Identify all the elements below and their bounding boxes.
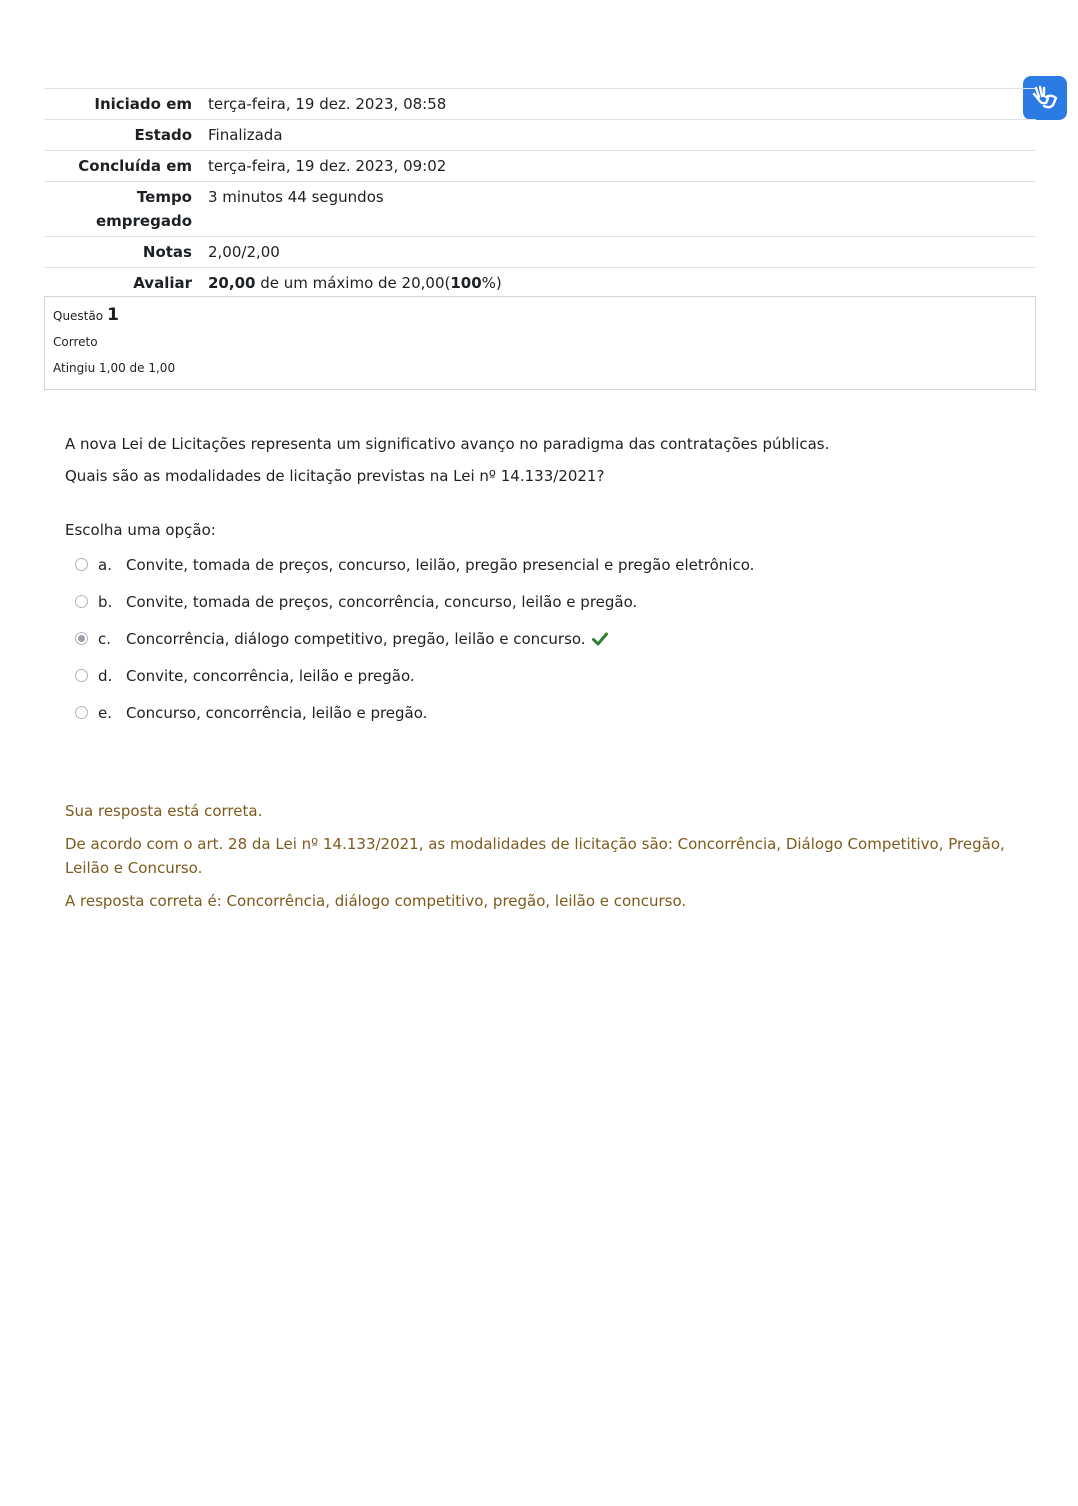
attempt-summary-table: [44, 88, 1036, 298]
feedback-section: [65, 799, 1015, 913]
option-b-radio[interactable]: [75, 595, 88, 608]
question-text: [65, 432, 1015, 488]
correct-check-icon: [592, 632, 608, 646]
completed-label: Concluída em: [78, 157, 192, 175]
option-d[interactable]: [65, 657, 1015, 694]
feedback-correct-message: Sua resposta está correta.: [65, 802, 263, 820]
option-b-letter: b.: [98, 592, 113, 611]
question-content: [65, 432, 1015, 922]
question-number-value: 1: [107, 305, 119, 325]
grade-label: Avaliar: [133, 274, 192, 292]
summary-row-completed: [44, 151, 1036, 182]
option-d-text: Convite, concorrência, leilão e pregão.: [126, 666, 415, 685]
question-text-line-2: Quais são as modalidades de licitação previstas na Lei nº 14.133/2021?: [65, 467, 605, 485]
started-label: Iniciado em: [94, 95, 192, 113]
completed-value: terça-feira, 19 dez. 2023, 09:02: [208, 157, 447, 175]
option-d-radio[interactable]: [75, 669, 88, 682]
question-label: Questão: [53, 309, 104, 323]
feedback-general: De acordo com o art. 28 da Lei nº 14.133/2021, as modalidades de licitação são: Concorrência, Diálogo Competitivo, Pregão, Leilão e Concurso.: [65, 835, 1005, 877]
choose-option-prompt: Escolha uma opção:: [65, 521, 216, 539]
option-a-radio[interactable]: [75, 558, 88, 571]
option-d-letter: d.: [98, 666, 113, 685]
state-value: Finalizada: [208, 126, 283, 144]
summary-row-marks: [44, 237, 1036, 268]
grade-score: 20,00: [208, 274, 256, 292]
marks-label: Notas: [142, 243, 192, 261]
question-info-box: [44, 296, 1036, 390]
marks-value: 2,00/2,00: [208, 243, 280, 261]
grade-value: [204, 268, 1036, 299]
summary-row-started: [44, 89, 1036, 120]
option-c[interactable]: [65, 620, 1015, 657]
question-status: Correto: [53, 335, 98, 349]
answer-options: [65, 546, 1015, 731]
question-mark: Atingiu 1,00 de 1,00: [53, 361, 176, 375]
option-c-letter: c.: [98, 629, 112, 648]
time-label: Tempo empregado: [95, 188, 192, 230]
option-e-text: Concurso, concorrência, leilão e pregão.: [126, 703, 428, 722]
option-a[interactable]: [65, 546, 1015, 583]
option-e-radio[interactable]: [75, 706, 88, 719]
option-e[interactable]: [65, 694, 1015, 731]
started-value: terça-feira, 19 dez. 2023, 08:58: [208, 95, 447, 113]
summary-row-state: [44, 120, 1036, 151]
grade-percent: 100: [450, 274, 482, 292]
grade-suffix: %): [481, 274, 502, 292]
grade-middle: de um máximo de 20,00(: [255, 274, 451, 292]
option-b-text: Convite, tomada de preços, concorrência, concurso, leilão e pregão.: [126, 592, 638, 611]
question-text-line-1: A nova Lei de Licitações representa um significativo avanço no paradigma das contratações públicas.: [65, 435, 830, 453]
option-a-text: Convite, tomada de preços, concurso, leilão, pregão presencial e pregão eletrônico.: [126, 555, 755, 574]
summary-row-time: [44, 182, 1036, 237]
option-e-letter: e.: [98, 703, 112, 722]
option-c-text: Concorrência, diálogo competitivo, pregão, leilão e concurso.: [126, 629, 586, 648]
time-value: 3 minutos 44 segundos: [208, 188, 384, 206]
state-label: Estado: [134, 126, 192, 144]
option-c-radio[interactable]: [75, 632, 88, 645]
summary-row-grade: [44, 268, 1036, 299]
option-b[interactable]: [65, 583, 1015, 620]
feedback-right-answer: A resposta correta é: Concorrência, diálogo competitivo, pregão, leilão e concurso.: [65, 892, 687, 910]
question-number: [53, 305, 1027, 325]
option-a-letter: a.: [98, 555, 112, 574]
